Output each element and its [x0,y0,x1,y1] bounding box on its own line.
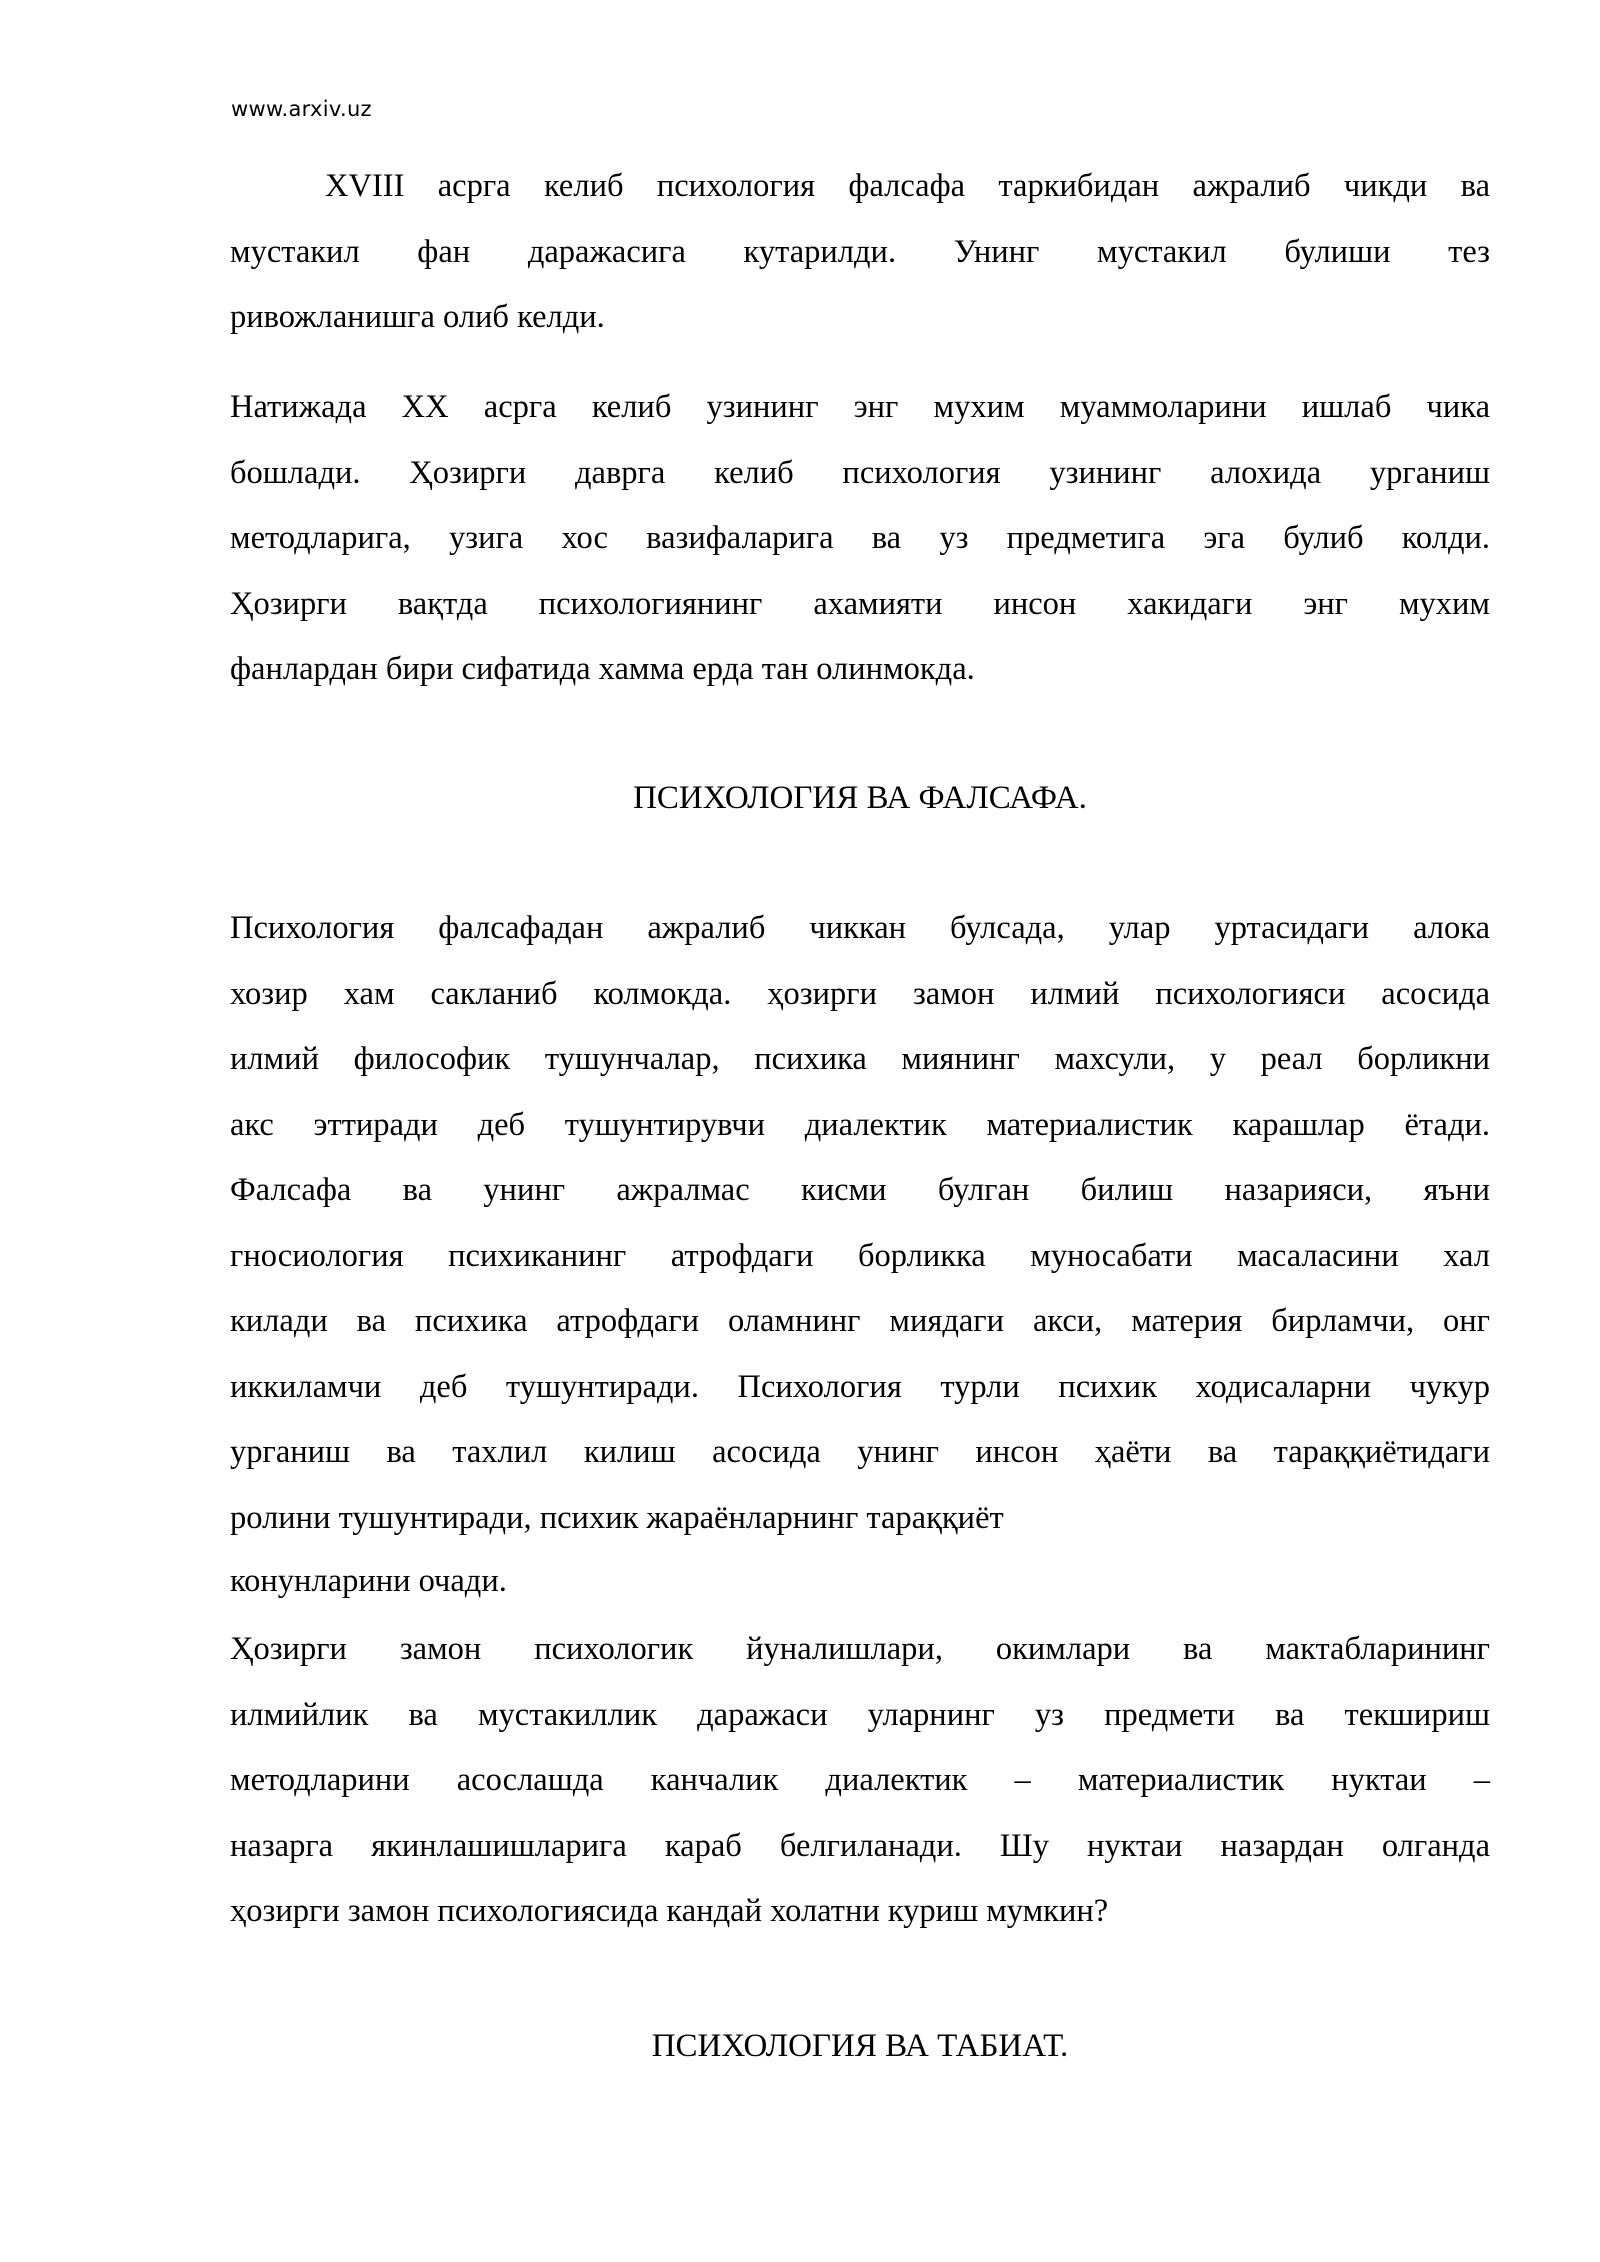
paragraph-line: Фалсафа ва унинг ажралмас кисми булган билиш назарияси, яъни [230,1172,1490,1208]
paragraph-1 [230,154,1490,351]
paragraph-line: XVIII асрга келиб психология фалсафа таркибидан ажралиб чикди ва [325,168,1490,204]
paragraph-line: ролини тушунтиради, психик жараёнларнинг тараққиёт [230,1499,1004,1536]
paragraph-4 [230,1617,1490,1945]
section-heading-philosophy: ПСИХОЛОГИЯ ВА ФАЛСАФА. [633,780,1087,816]
paragraph-line: методларига, узига хос вазифаларига ва уз предметига эга булиб колди. [230,520,1490,556]
paragraph-line: ҳозирги замон психологиясида кандай холатни куриш мумкин? [230,1893,1109,1929]
paragraph-line: хозир хам сакланиб колмокда. ҳозирги замон илмий психологияси асосида [230,975,1490,1012]
paragraph-line: Ҳозирги вақтда психологиянинг ахамияти инсон хакидаги энг мухим [230,585,1490,622]
paragraph-line: фанлардан бири сифатида хамма ерда тан олинмокда. [230,651,975,687]
paragraph-3 [230,896,1490,1611]
paragraph-2 [230,375,1490,703]
paragraph-line: конунларини очади. [230,1563,507,1599]
paragraph-line: урганиш ва тахлил килиш асосида унинг инсон ҳаёти ва тараққиётидаги [230,1434,1490,1470]
paragraph-line: методларини асослашда канчалик диалектик – материалистик нуктаи – [230,1762,1490,1798]
paragraph-line: мустакил фан даражасига кутарилди. Унинг мустакил булиши тез [230,233,1490,270]
paragraph-line: илмийлик ва мустакиллик даражаси уларнинг уз предмети ва текшириш [230,1696,1490,1733]
paragraph-line: назарга якинлашишларига караб белгиланади. Шу нуктаи назардан олганда [230,1827,1490,1864]
paragraph-line: Натижада XX асрга келиб узининг энг мухим муаммоларини ишлаб чика [230,389,1490,425]
paragraph-line: Психология фалсафадан ажралиб чиккан булсада, улар уртасидаги алока [230,910,1490,946]
site-url-header: www.arxiv.uz [231,97,372,121]
paragraph-line: Ҳозирги замон психологик йуналишлари, окимлари ва мактабларининг [230,1631,1490,1667]
paragraph-line: илмий философик тушунчалар, психика миянинг махсули, у реал борликни [230,1041,1490,1077]
paragraph-line: ривожланишга олиб келди. [230,299,605,335]
paragraph-line: иккиламчи деб тушунтиради. Психология турли психик ходисаларни чукур [230,1368,1490,1405]
paragraph-line: бошлади. Ҳозирги даврга келиб психология узининг алохида урганиш [230,454,1490,491]
paragraph-line: акс эттиради деб тушунтирувчи диалектик материалистик карашлар ётади. [230,1106,1490,1143]
section-heading-nature: ПСИХОЛОГИЯ ВА ТАБИАТ. [651,2028,1069,2064]
paragraph-line: килади ва психика атрофдаги оламнинг миядаги акси, материя бирламчи, онг [230,1303,1490,1339]
paragraph-line: гносиология психиканинг атрофдаги борликка муносабати масаласини хал [230,1237,1490,1274]
